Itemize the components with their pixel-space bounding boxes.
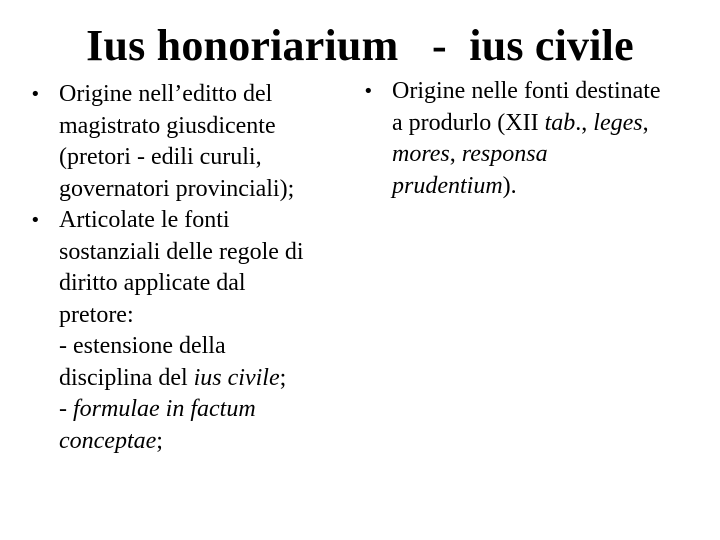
- text-segment: ;: [279, 364, 287, 391]
- text-segment: a produrlo (XII: [392, 109, 545, 136]
- text-line: (pretori - edili curuli,: [59, 144, 262, 170]
- italic-term-responsa: responsa: [461, 141, 548, 167]
- text-segment: ).: [502, 172, 517, 199]
- bullet-icon: •: [30, 84, 41, 105]
- text-line: diritto applicate dal: [59, 270, 246, 296]
- text-line: [392, 108, 713, 140]
- bullet-icon: •: [30, 210, 41, 231]
- text-line: [59, 426, 360, 458]
- right-column: [363, 76, 713, 202]
- italic-term-tab: tab: [544, 109, 576, 136]
- text-segment: ,: [449, 141, 462, 167]
- italic-term-ius-civile: ius civile: [193, 364, 280, 391]
- bullet-item-fonti-destinate: [363, 76, 713, 202]
- italic-term-formulae: formulae in factum: [73, 396, 256, 422]
- text-line: Origine nell’editto del: [59, 81, 273, 107]
- text-segment: ;: [156, 427, 163, 454]
- text-line: [392, 171, 713, 203]
- text-line: - estensione della: [59, 333, 226, 359]
- text-line: [59, 363, 360, 395]
- text-segment: ,: [642, 109, 649, 136]
- text-line: magistrato giusdicente: [59, 112, 276, 139]
- text-segment: -: [59, 396, 73, 422]
- slide-title: Ius honoriarium - ius civile: [86, 21, 634, 70]
- italic-term-conceptae: conceptae: [59, 427, 157, 454]
- text-segment: .,: [575, 109, 594, 136]
- text-line: [59, 394, 360, 426]
- italic-term-prudentium: prudentium: [392, 172, 503, 199]
- text-line: [392, 139, 713, 171]
- text-line: Articolate le fonti: [59, 207, 230, 233]
- text-segment: disciplina del: [59, 364, 194, 391]
- italic-term-leges: leges: [593, 109, 643, 136]
- bullet-item-fonti-sostanziali: [30, 205, 360, 457]
- left-column: [30, 79, 360, 457]
- bullet-icon: •: [363, 81, 374, 102]
- text-line: governatori provinciali);: [59, 175, 295, 202]
- bullet-item-editto: [30, 79, 360, 205]
- text-line: Origine nelle fonti destinate: [392, 78, 661, 104]
- italic-term-mores: mores: [392, 141, 450, 167]
- text-line: sostanziali delle regole di: [59, 238, 304, 265]
- text-line: pretore:: [59, 301, 134, 328]
